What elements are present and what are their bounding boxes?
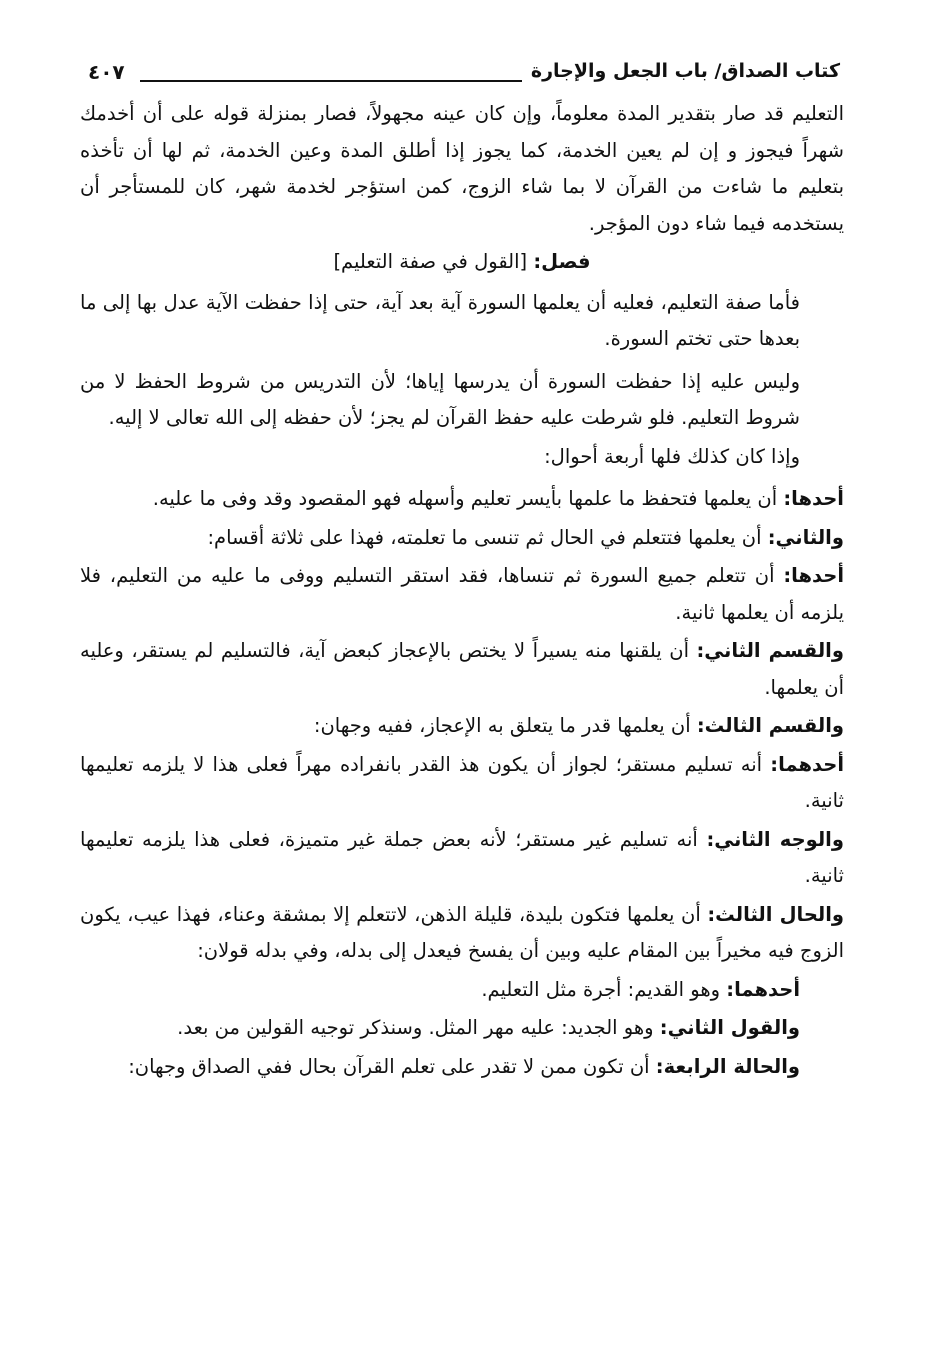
page-number: ٤٠٧ — [88, 60, 125, 84]
paragraph — [80, 822, 844, 895]
section-heading — [80, 244, 844, 281]
header-rule — [140, 80, 522, 82]
paragraph-lead: والثاني: — [767, 525, 844, 549]
paragraph — [80, 439, 844, 476]
paragraph-lead: أحدها: — [783, 487, 844, 510]
paragraph — [80, 520, 844, 557]
paragraph — [80, 558, 844, 631]
paragraph-text: أن يعلمها قدر ما يتعلق به الإعجاز، ففيه وجهان: — [313, 714, 691, 737]
paragraph-lead: أحدهما: — [726, 977, 800, 1001]
paragraph-text: وليس عليه إذا حفظت السورة أن يدرسها إياها؛ لأن التدريس من شروط الحفظ لا من شروط التعليم. فلو شرطت عليه حفظ القرآن لم يجز؛ لأن حفظه إلى الله تعالى لا إليه. — [80, 369, 800, 429]
page-header — [88, 56, 840, 96]
paragraph — [80, 285, 844, 358]
paragraph-text: أن تكون ممن لا تقدر على تعلم القرآن بحال ففي الصداق وجهان: — [128, 1054, 650, 1078]
paragraph — [80, 897, 844, 970]
paragraph-text: أن يعلمها فتحفظ ما علمها بأيسر تعليم وأسهله فهو المقصود وقد وفى ما عليه. — [152, 487, 778, 510]
paragraph-text: التعليم قد صار بتقدير المدة معلوماً، وإن كان عينه مجهولاً، فصار بمنزلة قوله على أن أخدمك شهراً فيجوز و إن لم يعين الخدمة، كما يجوز إذا أطلق المدة وعين الخدمة، ثم لها أن تأخذه بتعليم ما شاءت من القرآن لا بما شاء الزوج، كمن استؤجر لخدمة شهر، كان للمستأجر أن يستخدمه فيما شاء دون المؤجر. — [80, 102, 844, 235]
paragraph — [80, 96, 844, 242]
paragraph — [80, 364, 844, 437]
paragraph-text: أن يعلمها فتتعلم في الحال ثم تنسى ما تعلمته، فهذا على ثلاثة أقسام: — [207, 525, 762, 549]
paragraph-text: أنه تسليم مستقر؛ لجواز أن يكون هذ القدر بانفراده مهراً فعلى هذا لا يلزمه تعليمها ثانية. — [80, 752, 844, 812]
paragraph-lead: والقول الثاني: — [659, 1016, 800, 1039]
paragraph-lead: والحالة الرابعة: — [655, 1054, 800, 1078]
body-text — [80, 96, 844, 1087]
section-heading-keyword: فصل: — [533, 250, 591, 273]
paragraph-lead: والقسم الثاني: — [696, 639, 844, 662]
paragraph-text: أن تتعلم جميع السورة ثم تنساها، فقد استقر التسليم ووفى ما عليه من التعليم، فلا يلزمه أن يعلمها ثانية. — [80, 564, 844, 624]
paragraph — [80, 708, 844, 745]
paragraph — [80, 481, 844, 518]
paragraph — [80, 972, 844, 1009]
paragraph-lead: والقسم الثالث: — [696, 714, 844, 737]
paragraph-lead: والوجه الثاني: — [706, 827, 844, 851]
paragraph-lead: أحدها: — [783, 564, 845, 587]
paragraph — [80, 1010, 844, 1047]
paragraph-lead: أحدهما: — [770, 752, 844, 776]
paragraph-text: فأما صفة التعليم، فعليه أن يعلمها السورة آية بعد آية، حتى إذا حفظت الآية عدل بها إلى ما بعدها حتى تختم السورة. — [80, 290, 800, 350]
paragraph — [80, 1049, 844, 1086]
paragraph-text: وهو الجديد: عليه مهر المثل. وسنذكر توجيه القولين من بعد. — [177, 1016, 654, 1039]
paragraph-text: وإذا كان كذلك فلها أربعة أحوال: — [544, 444, 800, 468]
running-title: كتاب الصداق/ باب الجعل والإجارة — [530, 60, 840, 82]
paragraph-text: أنه تسليم غير مستقر؛ لأنه بعض جملة غير متميزة، فعلى هذا يلزمه تعليمها ثانية. — [80, 827, 844, 887]
paragraph — [80, 633, 844, 706]
section-heading-title: [القول في صفة التعليم] — [333, 250, 528, 273]
paragraph-lead: والحال الثالث: — [707, 902, 845, 926]
paragraph — [80, 747, 844, 820]
paragraph-text: أن يلقنها منه يسيراً لا يختص بالإعجاز كبعض آية، فالتسليم لم يستقر، وعليه أن يعلمها. — [80, 639, 844, 699]
paragraph-text: وهو القديم: أجرة مثل التعليم. — [481, 977, 721, 1001]
paragraph-text: أن يعلمها فتكون بليدة، قليلة الذهن، لاتتعلم إلا بمشقة وعناء، فهذا عيب، يكون الزوج فيه مخيراً بين المقام عليه وبين أن يفسخ فيعدل إلى بدله، وفي بدله قولان: — [80, 902, 844, 962]
